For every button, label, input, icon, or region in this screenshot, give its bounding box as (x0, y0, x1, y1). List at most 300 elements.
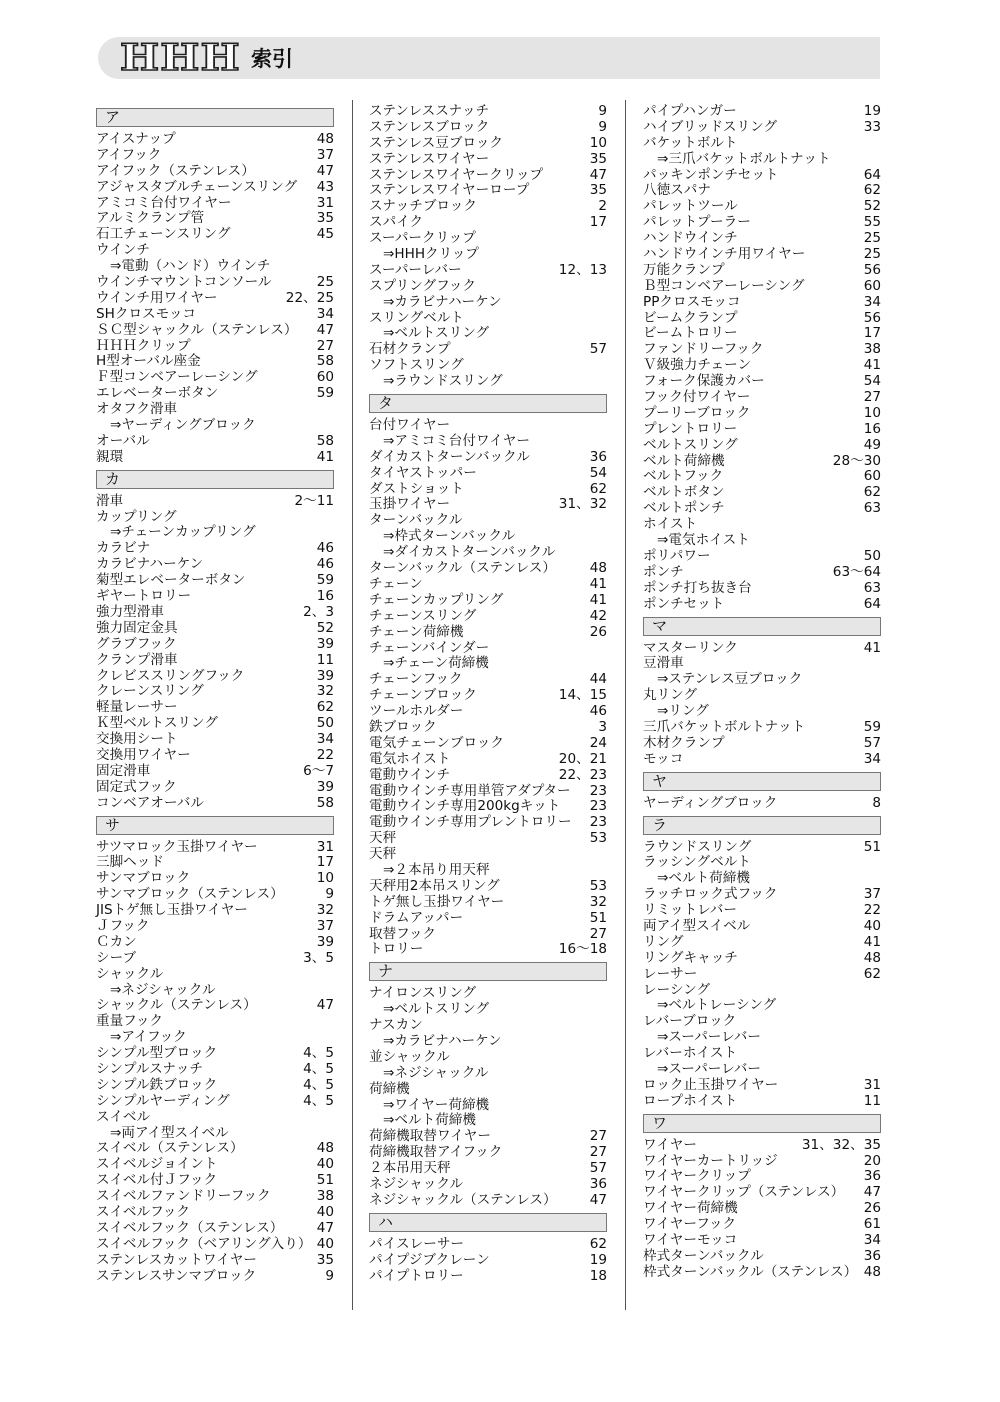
entry-page: 11 (863, 1092, 881, 1109)
index-entry (369, 784, 607, 800)
index-cross-reference (369, 1002, 607, 1018)
entry-term: 玉掛ワイヤー (369, 496, 451, 513)
entry-page: 39 (316, 778, 334, 795)
index-entry (96, 637, 334, 653)
entry-term: チェーンスリング (369, 607, 477, 624)
index-entry (96, 243, 334, 259)
entry-page: 54 (863, 373, 881, 390)
index-entry (96, 275, 334, 291)
entry-term: ファンドリーフック (643, 341, 764, 358)
index-entry (369, 927, 607, 943)
entry-page: 2、3 (303, 603, 334, 620)
entry-term: 滑車 (96, 492, 124, 509)
section-header: タ (369, 394, 607, 413)
entry-term: ラッシングベルト (643, 854, 751, 871)
index-entry (96, 291, 334, 307)
entry-page (603, 513, 607, 529)
entry-term: Ｋ型ベルトスリング (96, 715, 218, 732)
entry-page: 59 (316, 385, 334, 402)
entry-term: ⇒電動（ハンド）ウインチ (110, 258, 271, 275)
entry-page: 62 (589, 480, 607, 497)
index-entry (643, 183, 881, 199)
index-entry (96, 573, 334, 589)
entry-term: シンプルスナッチ (96, 1060, 203, 1077)
entry-page (603, 311, 607, 327)
entry-term: 天秤 (369, 846, 397, 863)
entry-term: 電動ウインチ専用200kgキット (369, 798, 561, 815)
entry-page: 63 (863, 579, 881, 596)
entry-page: 24 (589, 734, 607, 751)
entry-page (330, 525, 334, 541)
index-entry (643, 641, 881, 657)
entry-term: スプリングフック (369, 277, 476, 294)
entry-term: スーパーレバー (369, 261, 462, 278)
index-cross-reference (643, 704, 881, 720)
index-entry (369, 342, 607, 358)
entry-term: ステンレススナッチ (369, 103, 490, 119)
index-entry (96, 716, 334, 732)
entry-term: 電気チェーンブロック (369, 734, 504, 751)
index-entry (96, 1173, 334, 1189)
entry-term: オーバル (96, 432, 150, 449)
entry-term: パイプハンガー (643, 103, 737, 119)
index-entry (96, 796, 334, 812)
index-entry (643, 454, 881, 470)
entry-page: 51 (316, 1172, 334, 1189)
entry-page: 19 (589, 1251, 607, 1268)
entry-page: 52 (863, 198, 881, 215)
entry-term: サツマロック玉掛ワイヤー (96, 838, 258, 855)
entry-term: バケットボルト (643, 134, 738, 151)
entry-term: PPクロスモッコ (643, 293, 741, 310)
index-entry (643, 855, 881, 871)
entry-page: 27 (589, 925, 607, 942)
entry-page (603, 295, 607, 311)
entry-page: 4、5 (303, 1045, 334, 1062)
index-cross-reference (369, 247, 607, 263)
entry-page: 37 (316, 146, 334, 163)
index-entry (96, 132, 334, 148)
index-entry (96, 1189, 334, 1205)
index-column-1 (96, 104, 334, 1284)
index-entry (96, 700, 334, 716)
entry-page: 41 (863, 639, 881, 656)
entry-page: 63 (863, 500, 881, 517)
index-cross-reference (369, 1113, 607, 1129)
entry-term: ラウンドスリング (643, 838, 752, 855)
index-entry (96, 840, 334, 856)
index-entry (96, 871, 334, 887)
index-cross-reference (96, 525, 334, 541)
entry-page (330, 402, 334, 418)
entry-page: 46 (316, 556, 334, 573)
index-entry (96, 211, 334, 227)
entry-term: ネジシャックル (369, 1176, 464, 1192)
entry-term: リミットレバー (643, 902, 737, 919)
index-cross-reference (643, 1062, 881, 1078)
entry-page: 62 (863, 965, 881, 982)
entry-term: アイフック（ステンレス） (96, 162, 255, 179)
entry-page: 59 (863, 718, 881, 735)
index-entry (643, 1154, 881, 1170)
index-entry (96, 402, 334, 418)
index-entry (369, 752, 607, 768)
entry-page: 41 (589, 575, 607, 592)
index-cross-reference (96, 1030, 334, 1046)
entry-page: 64 (863, 166, 881, 183)
index-entry (643, 1249, 881, 1265)
entry-term: ワイヤーフック (643, 1216, 737, 1233)
entry-page: 22、25 (285, 289, 334, 306)
entry-term: ポンチ (643, 563, 684, 580)
entry-page (603, 641, 607, 657)
entry-page (603, 545, 607, 561)
entry-page (877, 1014, 881, 1030)
index-cross-reference (369, 529, 607, 545)
entry-term: アイスナップ (96, 131, 176, 147)
entry-term: 三爪バケットボルトナット (643, 718, 806, 735)
entry-term: ウインチマウントコンソール (96, 274, 272, 291)
entry-term: ワイヤーカートリッジ (643, 1152, 778, 1169)
entry-term: サンマブロック (96, 870, 191, 887)
index-entry (369, 466, 607, 482)
index-entry (96, 887, 334, 903)
entry-term: パイプトロリー (369, 1267, 464, 1284)
entry-page: 19 (863, 103, 881, 119)
entry-page: 31、32、35 (801, 1136, 881, 1153)
index-entry (643, 935, 881, 951)
entry-page (877, 704, 881, 720)
index-entry (369, 120, 607, 136)
entry-term: 天秤 (369, 830, 397, 847)
entry-page: 31 (863, 1076, 881, 1093)
index-entry (643, 951, 881, 967)
entry-page: 49 (863, 436, 881, 453)
entry-page: 11 (316, 651, 334, 668)
index-entry (96, 450, 334, 466)
entry-page: 60 (316, 369, 334, 386)
entry-term: 枠式ターンバックル（ステンレス） (643, 1263, 858, 1280)
index-entry (643, 736, 881, 752)
index-entry (643, 1014, 881, 1030)
index-entry (96, 780, 334, 796)
entry-page (603, 358, 607, 374)
entry-term: クレビススリングフック (96, 667, 245, 684)
index-entry (643, 1046, 881, 1062)
entry-term: チェーン荷締機 (369, 623, 464, 640)
entry-page (603, 986, 607, 1002)
entry-page: 58 (316, 432, 334, 449)
entry-term: 枠式ターンバックル (643, 1247, 764, 1264)
entry-page: 3、5 (303, 949, 334, 966)
index-cross-reference (369, 863, 607, 879)
entry-page (603, 1050, 607, 1066)
entry-term: ⇒スーパーレバー (657, 1029, 761, 1046)
entry-term: ポリパワー (643, 547, 711, 564)
entry-term: モッコ (643, 750, 684, 767)
entry-term: ステンレスサンマブロック (96, 1267, 257, 1284)
entry-page (603, 1098, 607, 1114)
entry-term: 並シャックル (369, 1048, 450, 1065)
index-entry (643, 485, 881, 501)
index-entry (369, 513, 607, 529)
entry-term: グラブフック (96, 635, 177, 652)
page-title: 索引 (251, 47, 294, 71)
entry-term: ベルトスリング (643, 436, 738, 453)
column-divider (352, 100, 353, 1310)
entry-term: シンプルヤーディング (96, 1092, 230, 1109)
entry-page: 57 (589, 1160, 607, 1177)
entry-term: ⇒チェーンカップリング (110, 524, 256, 541)
index-entry (96, 1014, 334, 1030)
entry-term: 固定滑車 (96, 762, 151, 779)
entry-page (603, 247, 607, 263)
entry-page (330, 1030, 334, 1046)
entry-page: 34 (863, 1232, 881, 1248)
index-entry (96, 748, 334, 764)
entry-term: 台付ワイヤー (369, 417, 451, 434)
index-entry (643, 597, 881, 613)
entry-page (603, 1002, 607, 1018)
index-cross-reference (643, 1030, 881, 1046)
entry-term: レバーブロック (643, 1013, 737, 1030)
entry-page (877, 1046, 881, 1062)
index-entry (96, 148, 334, 164)
entry-page: 37 (863, 886, 881, 903)
entry-term: Ｂ型コンベアーレーシング (643, 277, 805, 294)
entry-term: ベルト荷締機 (643, 452, 725, 469)
index-entry (96, 919, 334, 935)
entry-page (603, 1066, 607, 1082)
entry-term: ポンチ打ち抜き台 (643, 579, 752, 596)
entry-term: ターンバックル（ステンレス） (369, 560, 556, 577)
index-entry (369, 625, 607, 641)
index-entry (96, 732, 334, 748)
entry-term: ワイヤー荷締機 (643, 1200, 738, 1217)
index-cross-reference (96, 418, 334, 434)
entry-page (603, 1018, 607, 1034)
entry-term: 荷締機取替ワイヤー (369, 1128, 491, 1145)
entry-page: 40 (316, 1156, 334, 1173)
index-entry (369, 561, 607, 577)
index-entry (369, 263, 607, 279)
entry-term: Ｖ級強力チェーン (643, 357, 752, 374)
entry-page (330, 259, 334, 275)
index-entry (369, 815, 607, 831)
entry-term: プーリーブロック (643, 404, 751, 421)
entry-term: ⇒カラビナハーケン (383, 293, 502, 310)
entry-term: 三脚ヘッド (96, 854, 164, 871)
index-entry (643, 796, 881, 812)
entry-page: 16 (863, 420, 881, 437)
index-entry (96, 621, 334, 637)
index-cross-reference (369, 434, 607, 450)
entry-term: ドラムアッパー (369, 909, 464, 926)
index-entry (369, 1193, 607, 1209)
entry-term: ⇒三爪バケットボルトナット (657, 150, 831, 167)
entry-page: 27 (863, 389, 881, 406)
index-entry (96, 903, 334, 919)
entry-page: 46 (589, 703, 607, 720)
entry-term: フック付ワイヤー (643, 389, 751, 406)
index-entry (96, 764, 334, 780)
entry-term: レーサー (643, 965, 698, 982)
index-entry (643, 967, 881, 983)
index-entry (643, 903, 881, 919)
entry-page (877, 983, 881, 999)
entry-term: ⇒ベルト荷締機 (657, 870, 750, 887)
index-entry (369, 136, 607, 152)
index-column-3 (643, 104, 881, 1281)
entry-page: 47 (316, 1219, 334, 1236)
entry-term: アルミクランプ管 (96, 210, 205, 227)
index-cross-reference (369, 545, 607, 561)
entry-term: 八徳スパナ (643, 182, 711, 199)
index-entry (643, 120, 881, 136)
entry-term: 鉄ブロック (369, 718, 437, 735)
entry-term: チェーンカップリング (369, 591, 504, 608)
entry-page: 36 (863, 1168, 881, 1185)
entry-page: 44 (589, 671, 607, 688)
entry-term: 親環 (96, 448, 124, 465)
entry-page (877, 871, 881, 887)
section-header: ハ (369, 1213, 607, 1232)
entry-page: 10 (863, 404, 881, 421)
entry-term: ステンレスワイヤークリップ (369, 166, 544, 183)
entry-term: ⇒チェーン荷締機 (383, 655, 489, 672)
entry-page: 58 (316, 794, 334, 811)
entry-page (603, 326, 607, 342)
entry-page: 18 (589, 1267, 607, 1284)
entry-term: ＳＣ型シャックル（ステンレス） (96, 321, 298, 338)
entry-term: レーシング (643, 981, 711, 998)
entry-term: ウインチ (96, 242, 150, 259)
index-entry (369, 831, 607, 847)
index-entry (643, 279, 881, 295)
index-entry (369, 1018, 607, 1034)
entry-page (603, 1113, 607, 1129)
entry-term: ツールホルダー (369, 703, 464, 720)
index-entry (369, 799, 607, 815)
entry-term: リングキャッチ (643, 949, 738, 966)
entry-page: 20 (863, 1152, 881, 1169)
entry-term: 天秤用2本吊スリング (369, 877, 500, 894)
index-entry (643, 501, 881, 517)
entry-page: 3 (598, 718, 607, 735)
index-entry (643, 422, 881, 438)
index-entry (369, 1161, 607, 1177)
entry-term: ワイヤーモッコ (643, 1232, 738, 1248)
entry-page: 62 (316, 699, 334, 716)
index-entry (96, 307, 334, 323)
index-cross-reference (643, 871, 881, 887)
index-entry (643, 1233, 881, 1249)
entry-term: SHクロスモッコ (96, 305, 197, 322)
entry-term: スイベル（ステンレス） (96, 1140, 244, 1157)
index-entry (369, 279, 607, 295)
entry-term: ハイブリッドスリング (643, 118, 778, 135)
index-entry (96, 510, 334, 526)
index-entry (369, 1050, 607, 1066)
entry-page: 9 (598, 103, 607, 119)
entry-page (603, 1034, 607, 1050)
entry-page (877, 855, 881, 871)
index-entry (96, 1237, 334, 1253)
index-cross-reference (369, 326, 607, 342)
section-header: ア (96, 108, 334, 127)
entry-term: 電気ホイスト (369, 750, 451, 767)
entry-page: 27 (589, 1128, 607, 1145)
entry-page: 61 (863, 1216, 881, 1233)
index-entry (96, 354, 334, 370)
entry-term: ナスカン (369, 1017, 423, 1034)
entry-term: ⇒２本吊り用天秤 (383, 861, 490, 878)
entry-page (603, 656, 607, 672)
entry-term: 電動ウインチ専用単管アダプター (369, 782, 571, 799)
entry-page: 33 (863, 118, 881, 135)
entry-page: 16～18 (558, 941, 607, 958)
entry-page: 16 (316, 588, 334, 605)
entry-term: アジャスタブルチェーンスリング (96, 178, 298, 195)
index-entry (643, 919, 881, 935)
entry-term: プレントロリー (643, 420, 738, 437)
entry-page: 50 (863, 547, 881, 564)
index-entry (96, 541, 334, 557)
brand-logo: HHH (120, 37, 241, 79)
section-header: ナ (369, 962, 607, 981)
entry-term: Ｊフック (96, 917, 150, 934)
entry-page: 48 (316, 131, 334, 147)
entry-term: チェーンブロック (369, 687, 477, 704)
entry-term: スイベルファンドリーフック (96, 1188, 271, 1205)
entry-term: 丸リング (643, 687, 698, 704)
entry-page: 39 (316, 933, 334, 950)
section-header: マ (643, 617, 881, 636)
index-entry (643, 247, 881, 263)
index-entry (369, 168, 607, 184)
entry-term: ⇒ステンレス豆ブロック (657, 671, 803, 688)
entry-page: 40 (863, 917, 881, 934)
index-entry (643, 199, 881, 215)
entry-page: 17 (316, 854, 334, 871)
index-entry (369, 641, 607, 657)
index-entry (643, 720, 881, 736)
entry-term: スイベル (96, 1108, 151, 1125)
entry-term: スイベルフック（ステンレス） (96, 1219, 284, 1236)
index-entry (643, 840, 881, 856)
index-entry (643, 326, 881, 342)
entry-page (603, 231, 607, 247)
entry-page (877, 1030, 881, 1046)
index-entry (369, 847, 607, 863)
index-cross-reference (96, 1126, 334, 1142)
entry-term: ⇒ネジシャックル (110, 981, 216, 998)
entry-term: 交換用シート (96, 731, 178, 748)
entry-term: ターンバックル (369, 512, 463, 529)
entry-term: パッキンポンチセット (643, 166, 779, 183)
index-entry (643, 549, 881, 565)
index-cross-reference (369, 1066, 607, 1082)
entry-page: 34 (863, 750, 881, 767)
entry-page (877, 672, 881, 688)
index-entry (369, 418, 607, 434)
entry-term: ダストショット (369, 480, 464, 497)
index-cross-reference (643, 672, 881, 688)
index-entry (96, 434, 334, 450)
entry-term: サンマブロック（ステンレス） (96, 886, 284, 903)
entry-page: 27 (589, 1144, 607, 1161)
index-entry (643, 438, 881, 454)
